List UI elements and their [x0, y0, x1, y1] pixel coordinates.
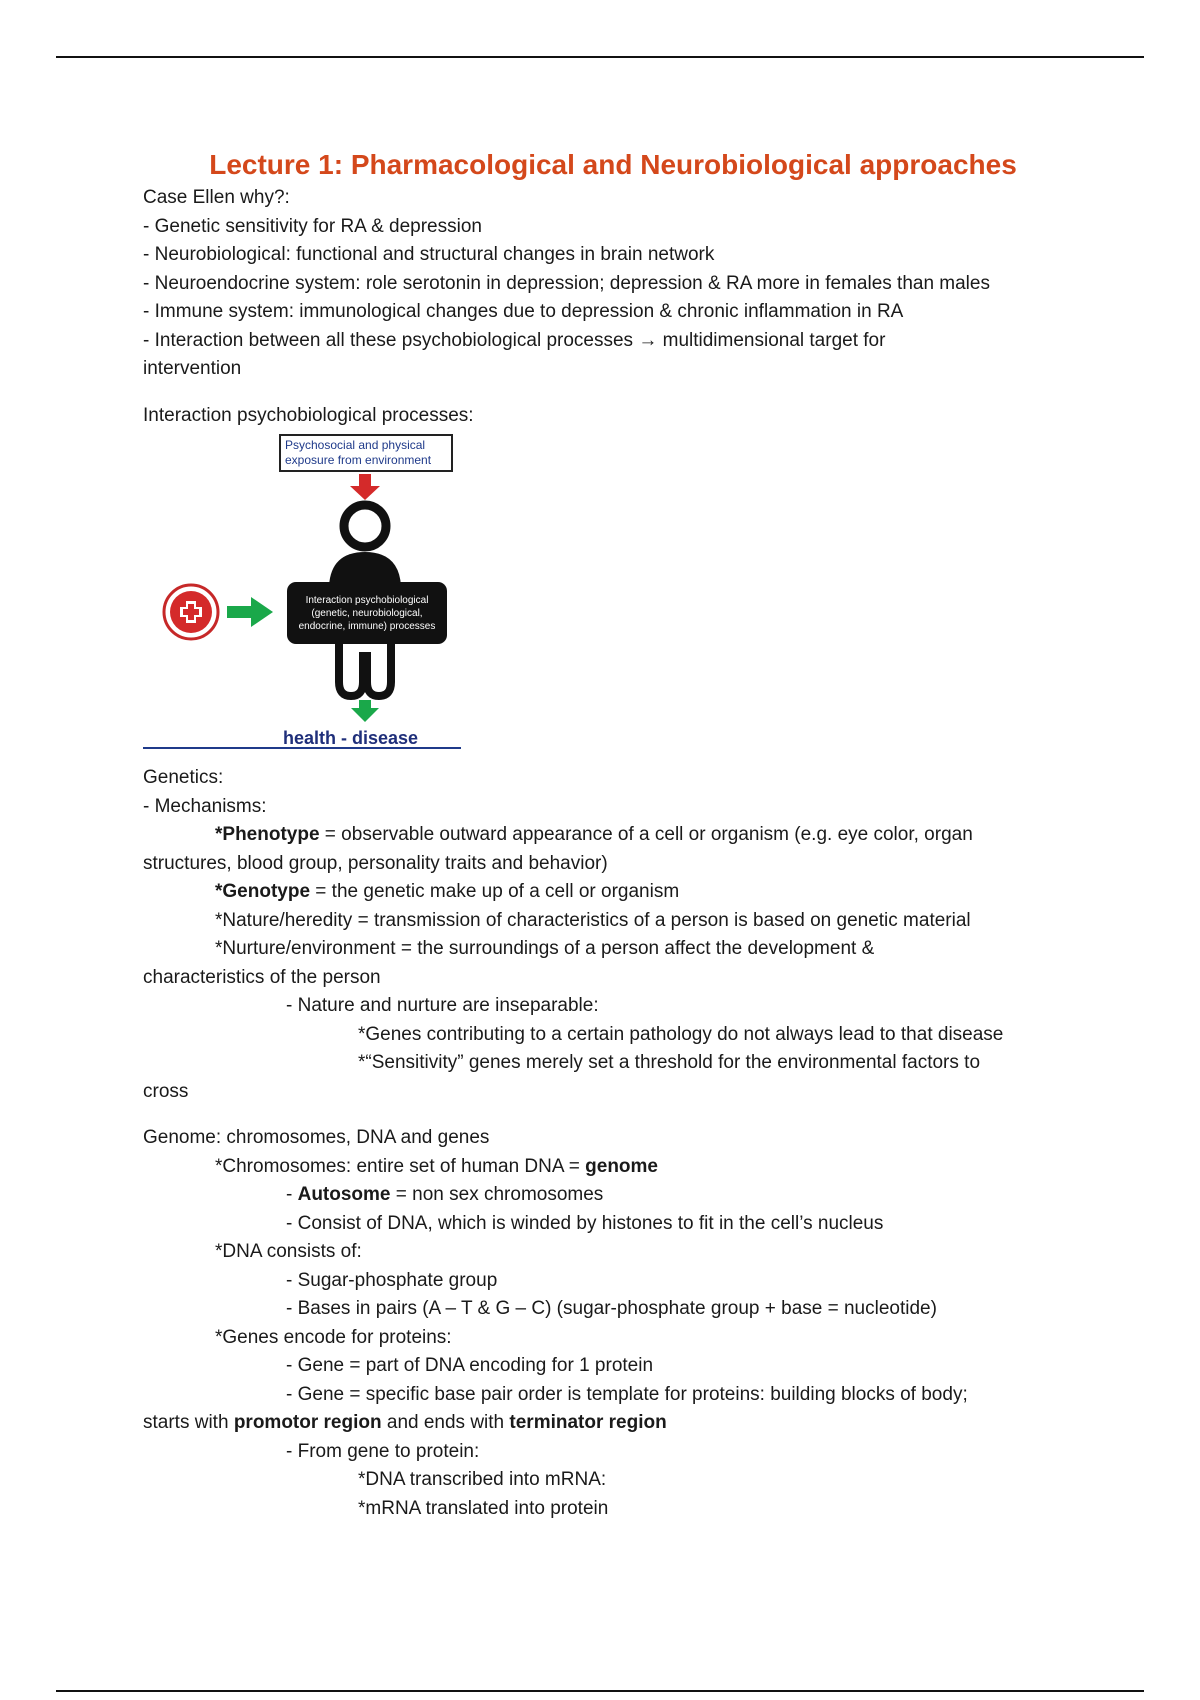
page-title: Lecture 1: Pharmacological and Neurobiological approaches — [209, 149, 1017, 180]
phenotype-continuation: structures, blood group, personality traits and behavior) — [143, 852, 608, 874]
case-item: intervention — [143, 358, 242, 379]
person-shoulders-icon — [329, 552, 401, 586]
bases-line: - Bases in pairs (A – T & G – C) (sugar-phosphate group + base = nucleotide) — [286, 1298, 937, 1319]
chromosomes-text: *Chromosomes: entire set of human DNA = — [215, 1155, 586, 1177]
exposure-label: Psychosocial and physical exposure from environment — [279, 434, 453, 472]
promotor-term: promotor region — [233, 1412, 382, 1433]
transcribed-line: *DNA transcribed into mRNA: — [358, 1469, 607, 1490]
genome-term: genome — [585, 1155, 658, 1177]
interaction-heading: Interaction psychobiological processes: — [143, 404, 474, 426]
mechanisms-label: - Mechanisms: — [143, 795, 267, 817]
top-rule — [56, 56, 1144, 58]
gene2-continuation — [143, 1409, 1083, 1438]
green-down-arrow-icon — [351, 700, 379, 722]
case-heading: Case Ellen why?: — [143, 187, 290, 208]
person-head-icon — [344, 505, 386, 547]
document-page — [143, 146, 1083, 1523]
genes-contrib-line: *Genes contributing to a certain pathology do not always lead to that disease — [358, 1023, 1004, 1045]
bottom-rule — [56, 1690, 1144, 1692]
nurture-line: *Nurture/environment = the surroundings of a person affect the development & — [215, 938, 875, 959]
case-item: - Immune system: immunological changes due to depression & chronic inflammation in RA — [143, 301, 904, 322]
green-right-arrow-icon — [227, 597, 273, 627]
phenotype-term: *Phenotype — [215, 824, 320, 845]
gene1-line: - Gene = part of DNA encoding for 1 protein — [286, 1355, 654, 1376]
genome-heading: Genome: chromosomes, DNA and genes — [143, 1127, 490, 1148]
autosome-dash: - — [286, 1184, 298, 1205]
health-disease-underline — [143, 747, 461, 749]
genetics-heading: Genetics: — [143, 767, 224, 788]
genotype-line — [143, 878, 1083, 907]
phenotype-definition: = observable outward appearance of a cell or organism (e.g. eye color, organ — [319, 824, 973, 845]
gene2-line: - Gene = specific base pair order is template for proteins: building blocks of body; — [286, 1383, 968, 1405]
inseparable-line: - Nature and nurture are inseparable: — [286, 995, 599, 1016]
chromosomes-line — [143, 1153, 1083, 1182]
interaction-label: Interaction psychobiological (genetic, neurobiological, endocrine, immune) processes — [298, 594, 436, 632]
case-item: - Interaction between all these psychobiological processes → multidimensional target for — [143, 329, 886, 351]
psychobiological-diagram — [143, 434, 473, 754]
medical-cross-icon — [164, 585, 218, 639]
consist-line: - Consist of DNA, which is winded by histones to fit in the cell’s nucleus — [286, 1212, 884, 1234]
nature-line: *Nature/heredity = transmission of characteristics of a person is based on genetic material — [215, 909, 971, 931]
autosome-definition: = non sex chromosomes — [390, 1184, 604, 1205]
autosome-line — [143, 1181, 1083, 1210]
gene2-a: starts with — [143, 1412, 234, 1433]
genotype-term: *Genotype — [215, 881, 311, 902]
case-item: - Neurobiological: functional and structural changes in brain network — [143, 244, 715, 265]
dna-line: *DNA consists of: — [215, 1241, 362, 1262]
red-down-arrow-icon — [350, 474, 380, 500]
gene2-b: and ends with — [381, 1412, 510, 1433]
translated-line: *mRNA translated into protein — [358, 1497, 609, 1519]
from-gene-line: - From gene to protein: — [286, 1440, 480, 1462]
sugar-line: - Sugar-phosphate group — [286, 1269, 498, 1291]
sensitivity-line: *“Sensitivity” genes merely set a threshold for the environmental factors to — [358, 1052, 981, 1073]
terminator-term: terminator region — [509, 1412, 667, 1433]
genes-line: *Genes encode for proteins: — [215, 1326, 452, 1348]
case-item: - Genetic sensitivity for RA & depression — [143, 215, 482, 237]
health-disease-label: health - disease — [283, 728, 419, 748]
genotype-definition: = the genetic make up of a cell or organism — [310, 881, 680, 902]
case-item: - Neuroendocrine system: role serotonin in depression; depression & RA more in females than males — [143, 272, 990, 294]
person-legs-icon — [339, 642, 391, 696]
phenotype-line — [143, 821, 1083, 850]
autosome-term: Autosome — [297, 1184, 391, 1205]
nurture-continuation: characteristics of the person — [143, 966, 381, 988]
sensitivity-continuation: cross — [143, 1080, 189, 1102]
